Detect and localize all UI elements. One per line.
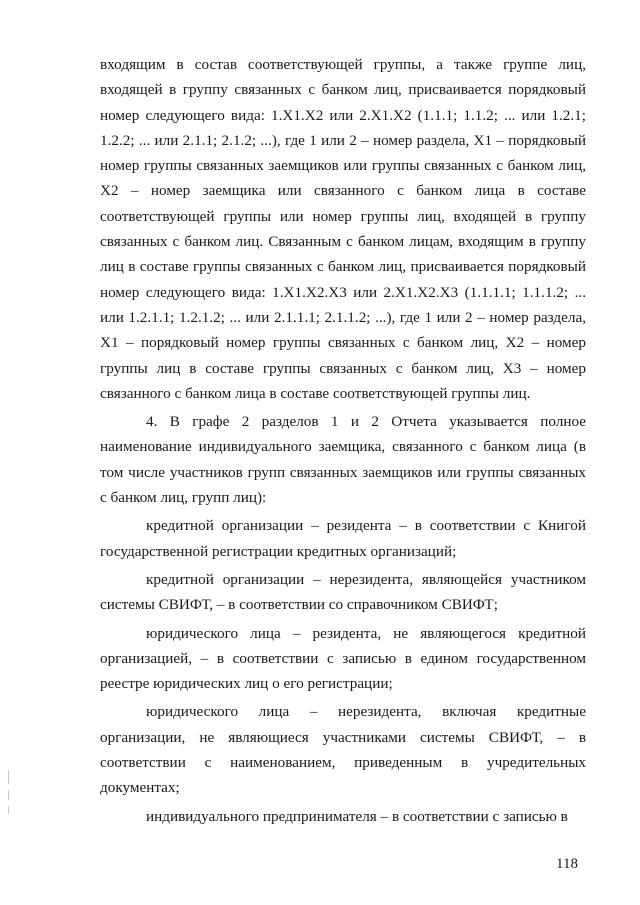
list-item-credit-org-resident: кредитной организации – резидента – в соответствии с Книгой государственной регистрации кредитных организаций; (100, 517, 586, 560)
paragraph-group-numbering: входящим в состав соответствующей группы, а также группе лиц, входящей в группу связанных с банком лиц, присваивается порядковый номер следующего вида: 1.X1.X2 или 2.X1.X2 (1.1.1; 1.1.2; ... или 1.2.1; 1.2.2; ... или 2.1.1; 2.1.2; ...), где 1 или 2 – номер раздела, X1 – порядковый номер группы связанных заемщиков или группы связанных с банком лиц, X2 – номер заемщика или связанного с банком лица в составе соответствующей группы или номер группы лиц, входящей в группу связанных с банком лиц. Связанным с банком лицам, входящим в группу лиц в составе группы связанных с банком лиц, присваивается порядковый номер следующего вида: 1.X1.X2.X3 или 2.X1.X2.X3 (1.1.1.1; 1.1.1.2; ... или 1.2.1.1; 1.2.1.2; ... или 2.1.1.1; 2.1.1.2; ...), где 1 или 2 – номер раздела, X1 – порядковый номер группы связанных с банком лиц, X2 – номер группы лиц в составе группы связанных с банком лиц, X3 – номер связанного с банком лица в составе соответствующей группы лиц. (100, 56, 586, 402)
scan-edge-mark (8, 806, 9, 814)
scan-edge-mark (8, 770, 9, 784)
list-item-entrepreneur: индивидуального предпринимателя – в соответствии с записью в (146, 807, 568, 825)
list-item-legal-entity-nonresident: юридического лица – нерезидента, включая кредитные организации, не являющиеся участниками системы СВИФТ, – в соответствии с наименованием, приведенным в учредительных документах; (100, 703, 586, 797)
body-text (100, 52, 586, 832)
scan-edge-mark (8, 790, 9, 800)
page-number: 118 (556, 856, 578, 872)
list-item-legal-entity-resident: юридического лица – резидента, не являющегося кредитной организацией, – в соответствии с записью в едином государственном реестре юридических лиц о его регистрации; (100, 624, 586, 693)
list-item-credit-org-nonresident: кредитной организации – нерезидента, являющейся участником системы СВИФТ, – в соответствии со справочником СВИФТ; (100, 570, 586, 614)
paragraph-item-4: 4. В графе 2 разделов 1 и 2 Отчета указывается полное наименование индивидуального заемщика, связанного с банком лица (в том числе участников групп связанных заемщиков или группы связанных с банком лиц, групп лиц): (100, 413, 586, 507)
